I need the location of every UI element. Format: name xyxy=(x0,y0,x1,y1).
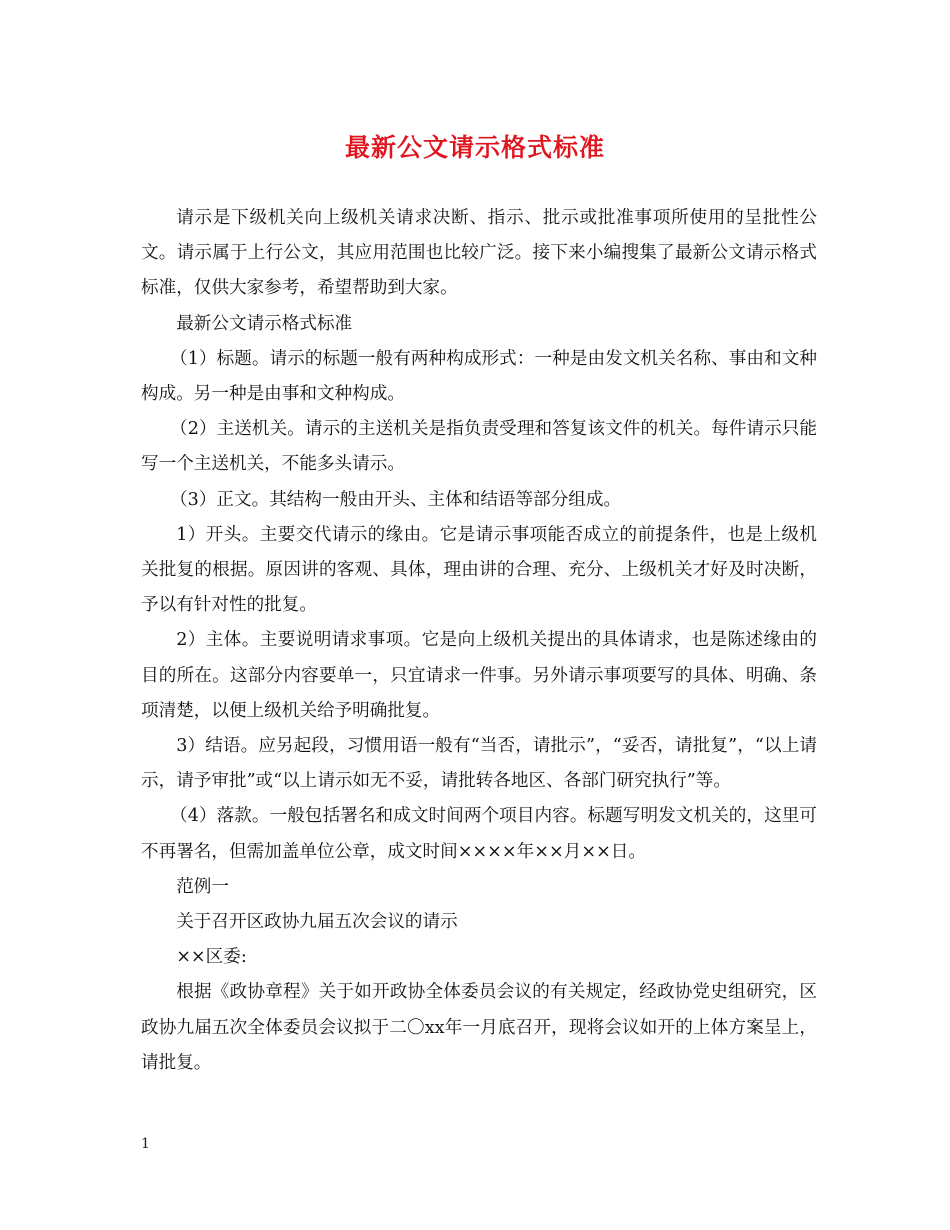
paragraph-heading: 最新公文请示格式标准 xyxy=(176,313,353,334)
paragraph-example-label: 范例一 xyxy=(176,876,229,897)
page-number: 1 xyxy=(141,1136,150,1152)
paragraph-item-signature: （4）落款。一般包括署名和成文时间两个项目内容。标题写明发文机关的，这里可不再署名，但需加盖单位公章，成文时间××××年××月××日。 xyxy=(141,806,817,862)
paragraph-addressee: ××区委: xyxy=(176,947,247,968)
paragraph-item-title: （1）标题。请示的标题一般有两种构成形式：一种是由发文机关名称、事由和文种构成。另一种是由事和文种构成。 xyxy=(141,348,817,405)
paragraph-intro: 请示是下级机关向上级机关请求决断、指示、批示或批准事项所使用的呈批性公文。请示属于上行公文，其应用范围也比较广泛。接下来小编搜集了最新公文请示格式标准，仅供大家参考，希望帮助到大家。 xyxy=(141,208,817,299)
paragraph-item-recipient: （2）主送机关。请示的主送机关是指负责受理和答复该文件的机关。每件请示只能写一个主送机关，不能多头请示。 xyxy=(141,419,817,475)
paragraph-example-body: 根据《政协章程》关于如开政协全体委员会议的有关规定，经政协党史组研究，区政协九届五次全体委员会议拟于二〇xx年一月底召开，现将会议如开的上体方案呈上，请批复。 xyxy=(141,982,817,1073)
paragraph-closing: 3）结语。应另起段，习惯用语一般有“当否，请批示”，“妥否，请批复”，“以上请示，请予审批”或“以上请示如无不妥，请批转各地区、各部门研究执行”等。 xyxy=(141,736,817,792)
document-body xyxy=(141,201,817,1081)
paragraph-main: 2）主体。主要说明请求事项。它是向上级机关提出的具体请求，也是陈述缘由的目的所在。这部分内容要单一，只宜请求一件事。另外请示事项要写的具体、明确、条项清楚，以便上级机关给予明确批复。 xyxy=(141,630,817,721)
paragraph-opening: 1）开头。主要交代请示的缘由。它是请示事项能否成立的前提条件，也是上级机关批复的根据。原因讲的客观、具体，理由讲的合理、充分、上级机关才好及时决断，予以有针对性的批复。 xyxy=(141,524,817,616)
paragraph-example-title: 关于召开区政协九届五次会议的请示 xyxy=(176,912,458,933)
paragraph-item-body: （3）正文。其结构一般由开头、主体和结语等部分组成。 xyxy=(170,489,622,510)
document-title: 最新公文请示格式标准 xyxy=(344,133,605,162)
